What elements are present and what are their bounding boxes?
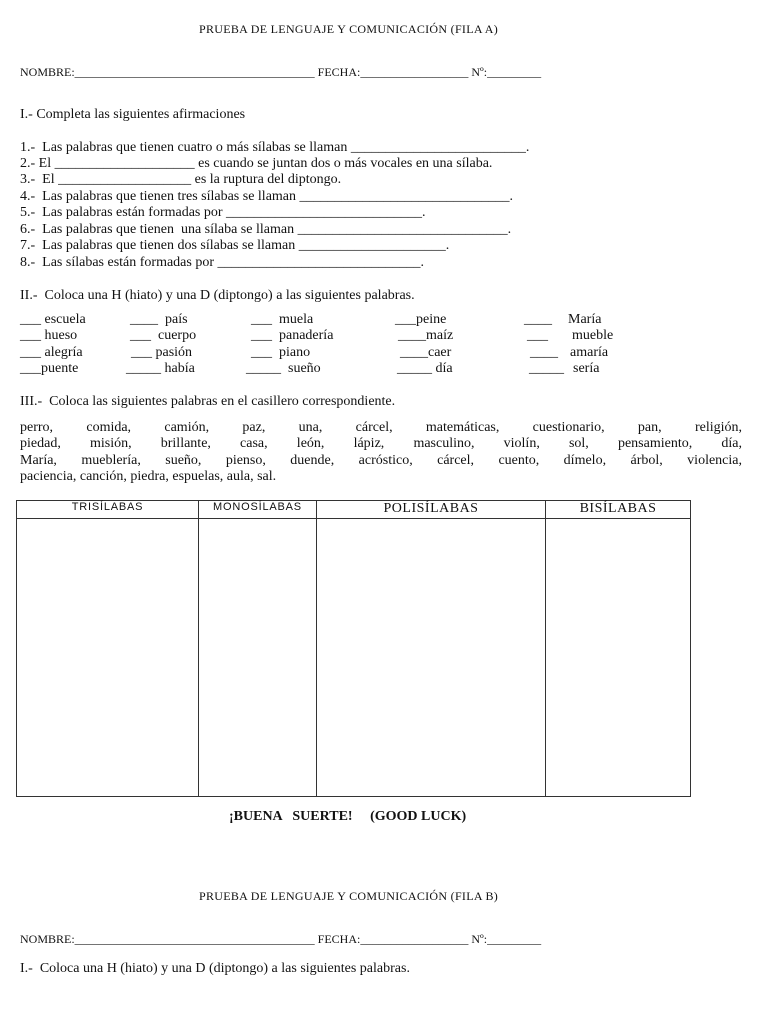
- student-info-line-fila-a[interactable]: NOMBRE:________________________________________ FECHA:__________________ Nº:_________: [20, 65, 542, 79]
- word-list-line: perro, comida, camión, paz, una, cárcel, matemáticas, cuestionario, pan, religión,: [20, 420, 742, 435]
- fill-in-item[interactable]: 8.- Las sílabas están formadas por _____________________________.: [20, 255, 424, 270]
- answer-cell-bisilabas[interactable]: [546, 519, 691, 797]
- fill-in-item[interactable]: 7.- Las palabras que tienen dos sílabas se llaman _____________________.: [20, 238, 450, 253]
- answer-cell-trisilabas[interactable]: [17, 519, 199, 797]
- student-info-line-fila-b[interactable]: NOMBRE:________________________________________ FECHA:__________________ Nº:_________: [20, 932, 542, 946]
- section-3-heading: III.- Coloca las siguientes palabras en el casillero correspondiente.: [20, 394, 396, 409]
- word-list-line: María, mueblería, sueño, pienso, duende, acróstico, cárcel, cuento, dímelo, árbol, violencia,: [20, 453, 742, 468]
- hiato-diptongo-word: amaría: [570, 345, 609, 360]
- hiato-diptongo-word[interactable]: _____ sueño: [246, 361, 321, 376]
- hiato-diptongo-word: sería: [573, 361, 600, 376]
- column-header-bisilabas: BISÍLABAS: [546, 501, 691, 519]
- hiato-diptongo-word[interactable]: ___ panadería: [251, 328, 334, 343]
- page-title-fila-b: PRUEBA DE LENGUAJE Y COMUNICACIÓN (FILA B): [199, 889, 499, 903]
- hiato-diptongo-word[interactable]: ___ muela: [251, 312, 314, 327]
- section-1-heading: I.- Completa las siguientes afirmaciones: [20, 107, 246, 122]
- classification-table-header: [17, 501, 691, 519]
- hiato-diptongo-word[interactable]: ___ cuerpo: [130, 328, 197, 343]
- classification-table-body: [17, 519, 691, 797]
- hiato-diptongo-word[interactable]: _____ día: [397, 361, 453, 376]
- hiato-diptongo-blank[interactable]: ____: [530, 345, 558, 360]
- answer-cell-monosilabas[interactable]: [199, 519, 317, 797]
- hiato-diptongo-blank[interactable]: ___: [527, 328, 548, 343]
- column-header-trisilabas: TRISÍLABAS: [17, 501, 199, 519]
- hiato-diptongo-word[interactable]: ___ piano: [251, 345, 311, 360]
- hiato-diptongo-word[interactable]: ___ hueso: [20, 328, 78, 343]
- hiato-diptongo-word[interactable]: ___ alegría: [20, 345, 83, 360]
- hiato-diptongo-word[interactable]: ___puente: [20, 361, 79, 376]
- good-luck-message: ¡BUENA SUERTE! (GOOD LUCK): [229, 809, 467, 824]
- column-header-polisilabas: POLISÍLABAS: [317, 501, 546, 519]
- page-title-fila-a: PRUEBA DE LENGUAJE Y COMUNICACIÓN (FILA A): [199, 22, 499, 36]
- answer-cell-polisilabas[interactable]: [317, 519, 546, 797]
- fill-in-item[interactable]: 3.- El ___________________ es la ruptura del diptongo.: [20, 172, 342, 187]
- fill-in-item[interactable]: 1.- Las palabras que tienen cuatro o más sílabas se llaman _________________________.: [20, 140, 530, 155]
- fill-in-item[interactable]: 2.- El ____________________ es cuando se juntan dos o más vocales en una sílaba.: [20, 156, 493, 171]
- fill-in-item[interactable]: 4.- Las palabras que tienen tres sílabas se llaman ______________________________.: [20, 189, 514, 204]
- word-list-line: paciencia, canción, piedra, espuelas, aula, sal.: [20, 469, 277, 484]
- hiato-diptongo-blank[interactable]: ____: [524, 312, 552, 327]
- section-2-heading: II.- Coloca una H (hiato) y una D (diptongo) a las siguientes palabras.: [20, 288, 415, 303]
- fill-in-item[interactable]: 5.- Las palabras están formadas por ____________________________.: [20, 205, 426, 220]
- hiato-diptongo-word: María: [568, 312, 602, 327]
- hiato-diptongo-word[interactable]: _____ había: [126, 361, 195, 376]
- word-list-line: piedad, misión, brillante, casa, león, lápiz, masculino, violín, sol, pensamiento, día,: [20, 436, 742, 451]
- hiato-diptongo-word[interactable]: ____caer: [400, 345, 452, 360]
- classification-table: [16, 500, 691, 797]
- fill-in-item[interactable]: 6.- Las palabras que tienen una sílaba se llaman ______________________________.: [20, 222, 512, 237]
- hiato-diptongo-word[interactable]: ____maíz: [398, 328, 454, 343]
- hiato-diptongo-word: mueble: [572, 328, 614, 343]
- hiato-diptongo-word[interactable]: ___ escuela: [20, 312, 86, 327]
- hiato-diptongo-word[interactable]: ___peine: [395, 312, 447, 327]
- hiato-diptongo-word[interactable]: ___ pasión: [131, 345, 193, 360]
- hiato-diptongo-blank[interactable]: _____: [529, 361, 564, 376]
- section-1-heading-fila-b: I.- Coloca una H (hiato) y una D (diptongo) a las siguientes palabras.: [20, 961, 410, 976]
- hiato-diptongo-word[interactable]: ____ país: [130, 312, 188, 327]
- column-header-monosilabas: MONOSÍLABAS: [199, 501, 317, 519]
